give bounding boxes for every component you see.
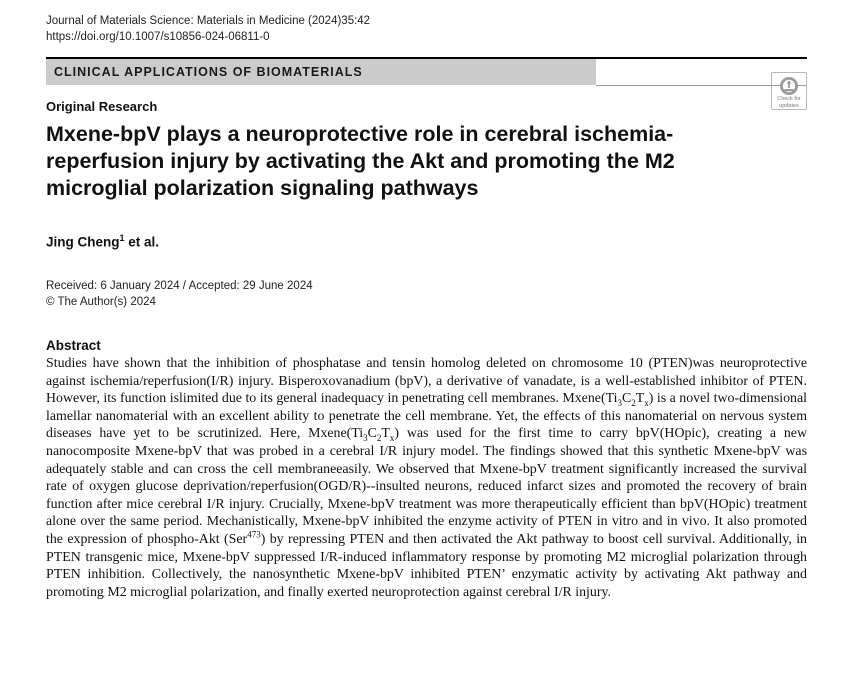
article-title: Mxene-bpV plays a neuroprotective role in cerebral ischemia-reperfusion injury by activating the Akt and promoting the M2 microglial polarization signaling pathways xyxy=(46,122,675,200)
formula-sub: x xyxy=(389,433,395,444)
affiliation-sup: 1 xyxy=(119,233,125,243)
residue-sup: 473 xyxy=(247,529,261,540)
check-for-updates-badge[interactable] xyxy=(771,72,807,110)
section-label: CLINICAL APPLICATIONS OF BIOMATERIALS xyxy=(46,59,596,85)
formula-sub: 3 xyxy=(617,397,622,408)
abstract-segment-4: ) by repressing PTEN and then activated the Akt pathway to boost cell survival. Additionally, in PTEN transgenic mice, Mxene-bpV suppressed I/R-induced inflammatory response by promoting M2 microglial polarization through PTEN inhibition. Collectively, the nanosynthetic Mxene-bpV inhibited PTEN’ enzymatic activity by activating Akt pathway and promoting M2 microglial polarization, and finally exerted neuroprotection against cerebral I/R injury. xyxy=(46,531,808,600)
formula-sub: x xyxy=(644,397,649,408)
doi-link[interactable]: https://doi.org/10.1007/s10856-024-06811-0 xyxy=(46,31,270,43)
abstract-segment-1: Studies have shown that the inhibition of phosphatase and tensin homolog deleted on chromosome 10 (PTEN)was neuroprotective against ischemia/reperfusion(I/R) injury. Bisperoxovanadium (bpV), a derivative of vanadate, is a well-established inhibitor of PTEN. However, its function islimited due to its general inadequacy in penetrating cell membranes. Mxene(Ti xyxy=(46,356,807,407)
abstract-segment-3: ) was used for the first time to carry bpV(HOpic), creating a new nanocomposite Mxene-bpV that was probed in a cerebral I/R injury model. The findings showed that this synthetic Mxene-bpV was adequately stable and can cross the cell membraneeasily. We observed that Mxene-bpV treatment significantly increased the survival rate of oxygen glucose deprivation/reperfusion(OGD/R)--insulted neurons, reduced infarct sizes and promoted the recovery of brain function after mice cerebral I/R injury. Crucially, Mxene-bpV treatment was more therapeutically efficient than bpV(HOpic) treatment alone over the same period. Mechanistically, Mxene-bpV inhibited the enzyme activity of PTEN in vitro and in vivo. It also promoted the expression of phospho-Akt (Ser xyxy=(46,426,807,547)
abstract-body xyxy=(46,355,807,601)
author-name[interactable]: Jing Cheng xyxy=(46,234,120,250)
formula-sub: 2 xyxy=(631,397,636,408)
copyright-notice: © The Author(s) 2024 xyxy=(46,296,156,308)
formula-part: C xyxy=(621,391,632,407)
abstract-heading: Abstract xyxy=(46,338,101,353)
badge-label-1: Check for xyxy=(777,96,801,102)
formula-part: T xyxy=(635,391,645,407)
formula-sub: 3 xyxy=(363,433,368,444)
author-line xyxy=(46,233,159,250)
article-type: Original Research xyxy=(46,99,158,114)
check-updates-icon xyxy=(779,76,799,96)
formula-part: T xyxy=(381,426,390,442)
abstract-segment-2: ) is a novel two-dimensional lamellar nanomaterial with an excellent ability to penetrate the cell membrane. Yet, the effects of this nanomaterial on nervous system diseases have yet to be scrutinized. Here, Mxene(Ti xyxy=(46,391,808,442)
received-accepted-dates: Received: 6 January 2024 / Accepted: 29 June 2024 xyxy=(46,280,313,292)
journal-citation: Journal of Materials Science: Materials in Medicine (2024)35:42 xyxy=(46,15,371,27)
author-suffix: et al. xyxy=(124,234,160,250)
formula-part: C xyxy=(367,426,377,442)
formula-sub: 2 xyxy=(376,433,382,444)
badge-label-2: updates xyxy=(779,102,799,109)
